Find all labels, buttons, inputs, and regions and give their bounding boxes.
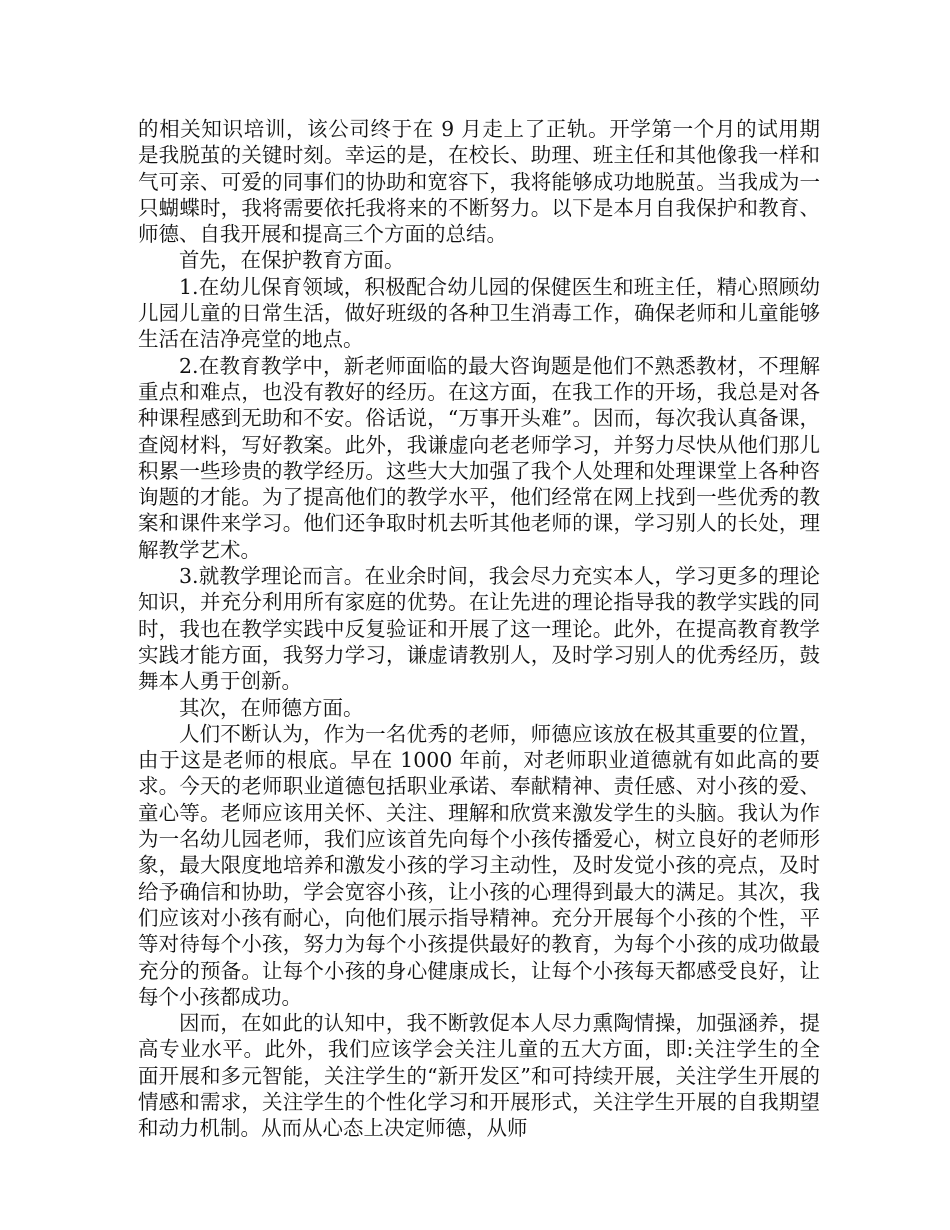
paragraph-conclusion: 因而，在如此的认知中，我不断敦促本人尽力熏陶情操，加强涵养，提高专业水平。此外，我们应该学会关注儿童的五大方面，即:关注学生的全面开展和多元智能，关注学生的“新开发区”和可持续开展，关注学生开展的情感和需求，关注学生的个性化学习和开展形式，关注学生开展的自我期望和动力机制。从而从心态上决定师德，从师 (138, 1011, 820, 1141)
heading-protection-education: 首先，在保护教育方面。 (179, 248, 405, 273)
paragraph-childcare: 1.在幼儿保育领域，积极配合幼儿园的保健医生和班主任，精心照顾幼儿园儿童的日常生活，做好班级的各种卫生消毒工作，确保老师和儿童能够生活在洁净亮堂的地点。 (138, 274, 820, 352)
paragraph-ethics: 人们不断认为，作为一名优秀的老师，师德应该放在极其重要的位置，由于这是老师的根底。早在 1000 年前，对老师职业道德就有如此高的要求。今天的老师职业道德包括职业承诺、奉献精神、责任感、对小孩的爱、童心等。老师应该用关怀、关注、理解和欣赏来激发学生的头脑。我认为作为一名幼儿园老师，我们应该首先向每个小孩传播爱心，树立良好的老师形象，最大限度地培养和激发小孩的学习主动性，及时发觉小孩的亮点，及时给予确信和协助，学会宽容小孩，让小孩的心理得到最大的满足。其次，我们应该对小孩有耐心，向他们展示指导精神。充分开展每个小孩的个性，平等对待每个小孩，努力为每个小孩提供最好的教育，为每个小孩的成功做最充分的预备。让每个小孩的身心健康成长，让每个小孩每天都感受良好，让每个小孩都成功。 (138, 721, 820, 1009)
paragraph-theory: 3.就教学理论而言。在业余时间，我会尽力充实本人，学习更多的理论知识，并充分利用所有家庭的优势。在让先进的理论指导我的教学实践的同时，我也在教学实践中反复验证和开展了这一理论。此外，在提高教育教学实践才能方面，我努力学习，谦虚请教别人，及时学习别人的优秀经历，鼓舞本人勇于创新。 (138, 564, 820, 694)
paragraph-intro: 的相关知识培训，该公司终于在 9 月走上了正轨。开学第一个月的试用期是我脱茧的关键时刻。幸运的是，在校长、助理、班主任和其他像我一样和气可亲、可爱的同事们的协助和宽容下，我将能够成功地脱茧。当我成为一只蝴蝶时，我将需要依托我将来的不断努力。以下是本月自我保护和教育、师德、自我开展和提高三个方面的总结。 (138, 117, 820, 247)
document-page (138, 116, 820, 1142)
paragraph-teaching: 2.在教育教学中，新老师面临的最大咨询题是他们不熟悉教材，不理解重点和难点，也没有教好的经历。在这方面，在我工作的开场，我总是对各种课程感到无助和不安。俗话说，“万事开头难”。因而，每次我认真备课，查阅材料，写好教案。此外，我谦虚向老老师学习，并努力尽快从他们那儿积累一些珍贵的教学经历。这些大大加强了我个人处理和处理课堂上各种咨询题的才能。为了提高他们的教学水平，他们经常在网上找到一些优秀的教案和课件来学习。他们还争取时机去听其他老师的课，学习别人的长处，理解教学艺术。 (138, 353, 820, 562)
heading-teacher-ethics: 其次，在师德方面。 (179, 695, 364, 720)
